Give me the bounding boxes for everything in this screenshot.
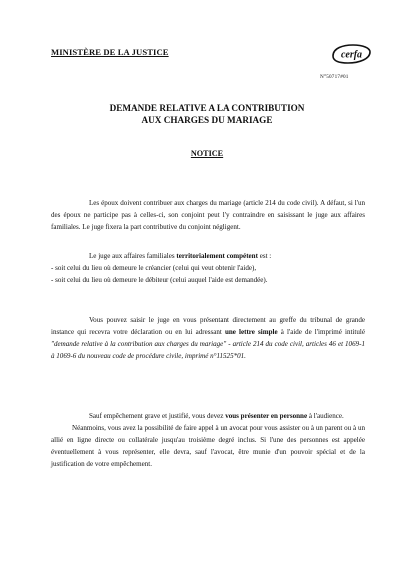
list-item-debtor: - soit celui du lieu où demeure le débiteur (celui auquel l'aide est demandée). [51,276,268,284]
cerfa-logo-text: cerfa [340,49,363,61]
judge-intro-suffix: est : [257,252,272,260]
cerfa-logo-graphic [329,43,373,65]
cerfa-logo [329,43,373,65]
representation-text [51,424,365,468]
form-reference-italic: "demande relative à la contribution aux charges du mariage" - article 214 du code civil, articles 46 et 1069-1 à 1069-6 du nouveau code de procédure civile, imprimé n°11525*01. [51,340,365,360]
simple-letter-emphasis: une lettre simple [224,328,278,336]
document-title-line-1: DEMANDE RELATIVE A LA CONTRIBUTION [109,103,305,113]
representation-text-body: Néanmoins, vous avez la possibilité de faire appel à un avocat pour vous assister ou à un parent ou à un allié en ligne directe ou collatérale jusqu'au troisième degré inclus. Si l'une des personnes est appelée éventuellement à vous représenter, elle devra, sauf l'avocat, être munie d'un pouvoir spécial et de la justification de votre empêchement. [51,424,365,468]
document-title-line-2: AUX CHARGES DU MARIAGE [141,115,273,125]
paragraph-hearing [51,410,365,470]
paragraph-referral [51,314,365,362]
paragraph-competent-judge [51,250,365,286]
referral-text: Vous pouvez saisir le juge en vous présentant directement au greffe du tribunal de grande instance qui recevra votre déclaration ou en lui adressant [51,316,365,336]
hearing-line [51,410,365,422]
present-in-person-emphasis: vous présenter en personne [225,412,308,420]
hearing-text: Sauf empêchement grave et justifié, vous devez [89,412,226,420]
notice-heading: NOTICE [190,149,224,158]
list-item-creditor: - soit celui du lieu où demeure le créancier (celui qui veut obtenir l'aide), [51,264,257,272]
form-number: N°50717#01 [320,74,349,80]
paragraph-contribution-duty [51,197,365,233]
judge-intro-text: Le juge aux affaires familiales [89,252,177,260]
paragraph-text: Les époux doivent contribuer aux charges du mariage (article 214 du code civil). A défaut, si l'un des époux ne participe pas à celles-ci, son conjoint peut l'y contraindre en saisissant le juge aux affaires familiales. Le juge fixera la part contributive du conjoint négligent. [51,199,365,231]
ministry-header: MINISTÈRE DE LA JUSTICE [51,47,169,57]
judge-intro-line [51,250,365,262]
territorial-competence-emphasis: territorialement compétent [176,252,258,260]
hearing-suffix: à l'audience. [307,412,344,420]
referral-text-2: à l'aide de l'imprimé intitulé [277,328,365,336]
